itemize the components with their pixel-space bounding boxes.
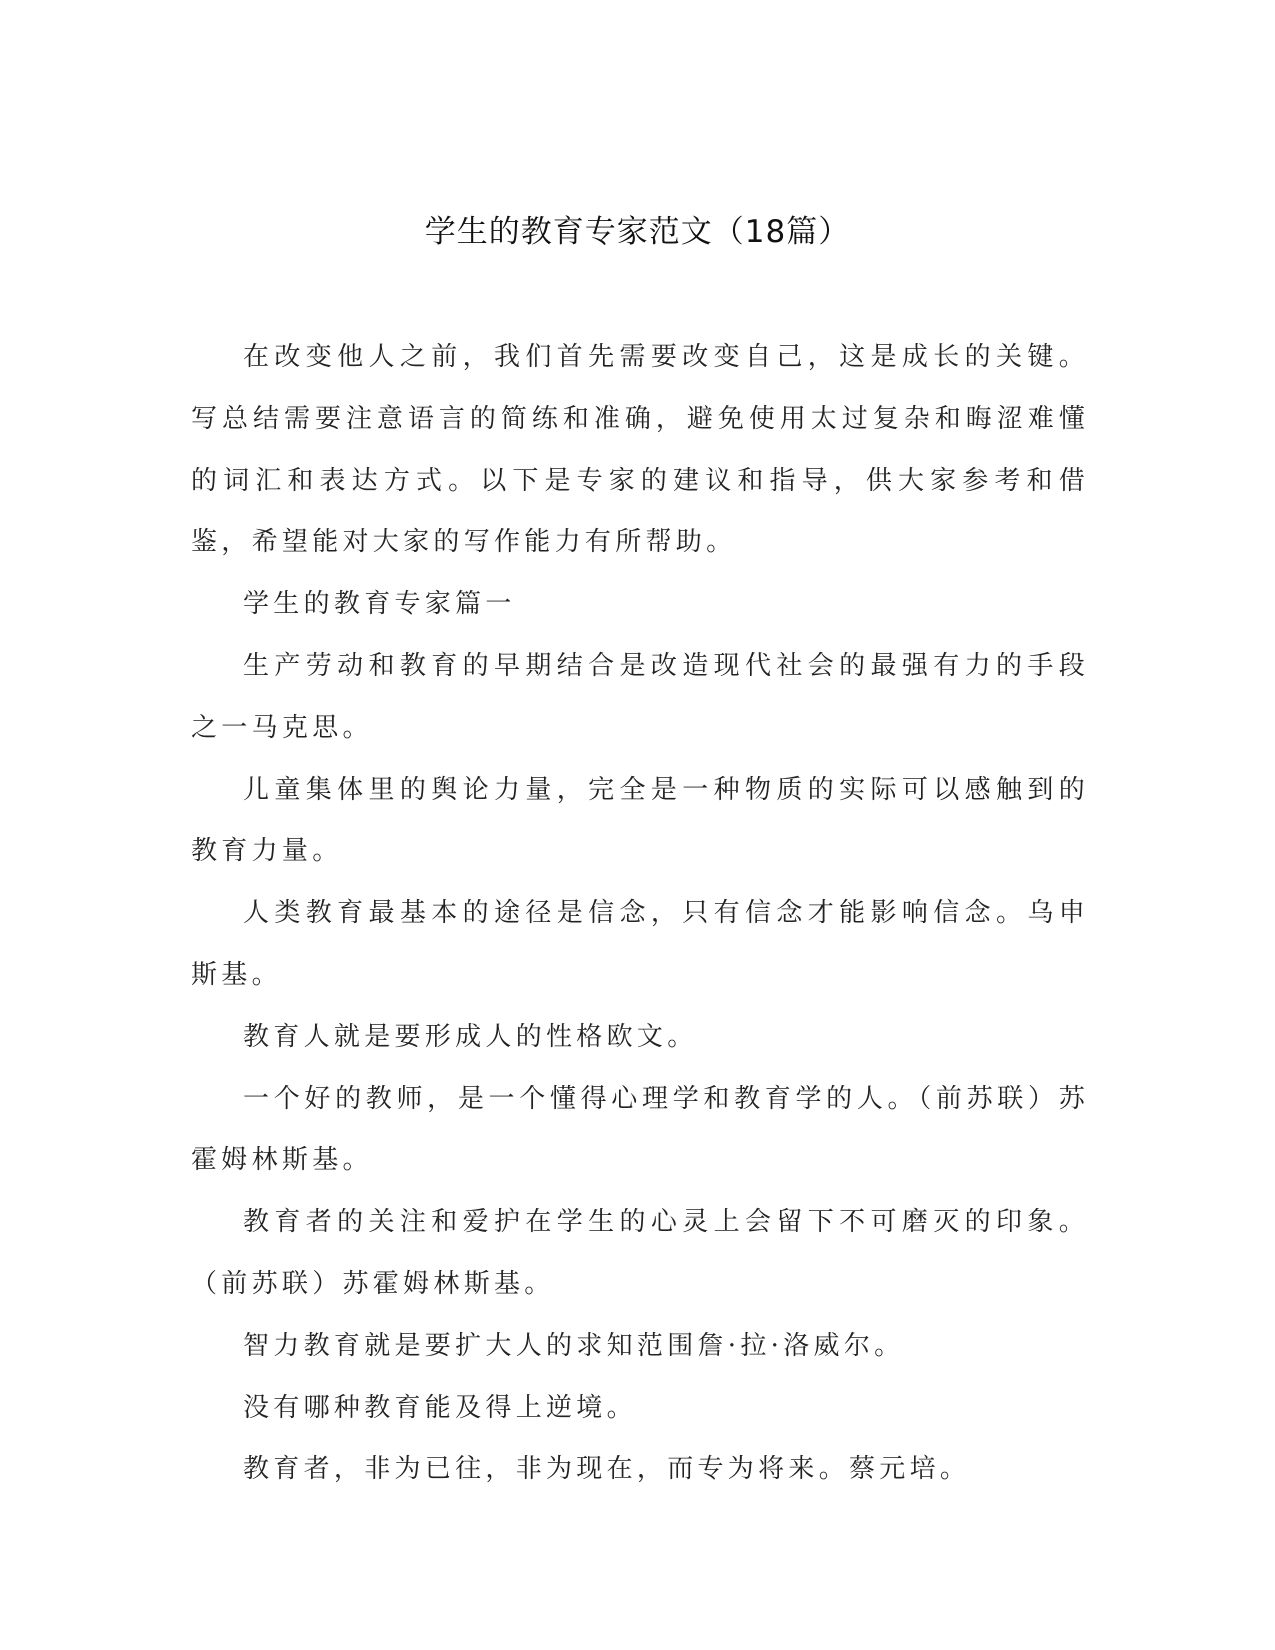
quote-paragraph: 教育者，非为已往，非为现在，而专为将来。蔡元培。	[243, 1454, 971, 1485]
quote-paragraph: 生产劳动和教育的早期结合是改造现代社会的最强有力的手段之一马克思。	[191, 650, 1089, 743]
quote-paragraph: 没有哪种教育能及得上逆境。	[243, 1392, 637, 1423]
quote-paragraph: 儿童集体里的舆论力量，完全是一种物质的实际可以感触到的教育力量。	[191, 774, 1089, 867]
document-body	[191, 327, 1089, 1501]
intro-paragraph: 在改变他人之前，我们首先需要改变自己，这是成长的关键。写总结需要注意语言的简练和准确，避免使用太过复杂和晦涩难懂的词汇和表达方式。以下是专家的建议和指导，供大家参考和借鉴，希望能对大家的写作能力有所帮助。	[191, 342, 1089, 558]
quote-paragraph: 教育人就是要形成人的性格欧文。	[243, 1021, 698, 1052]
document-title: 学生的教育专家范文（18篇）	[424, 214, 851, 250]
quote-paragraph: 一个好的教师，是一个懂得心理学和教育学的人。（前苏联）苏霍姆林斯基。	[191, 1083, 1089, 1176]
quote-paragraph: 智力教育就是要扩大人的求知范围詹·拉·洛威尔。	[243, 1330, 905, 1361]
quote-paragraph: 人类教育最基本的途径是信念，只有信念才能影响信念。乌申斯基。	[191, 898, 1089, 990]
section-heading: 学生的教育专家篇一	[243, 589, 516, 620]
quote-paragraph: 教育者的关注和爱护在学生的心灵上会留下不可磨灭的印象。（前苏联）苏霍姆林斯基。	[191, 1207, 1089, 1299]
